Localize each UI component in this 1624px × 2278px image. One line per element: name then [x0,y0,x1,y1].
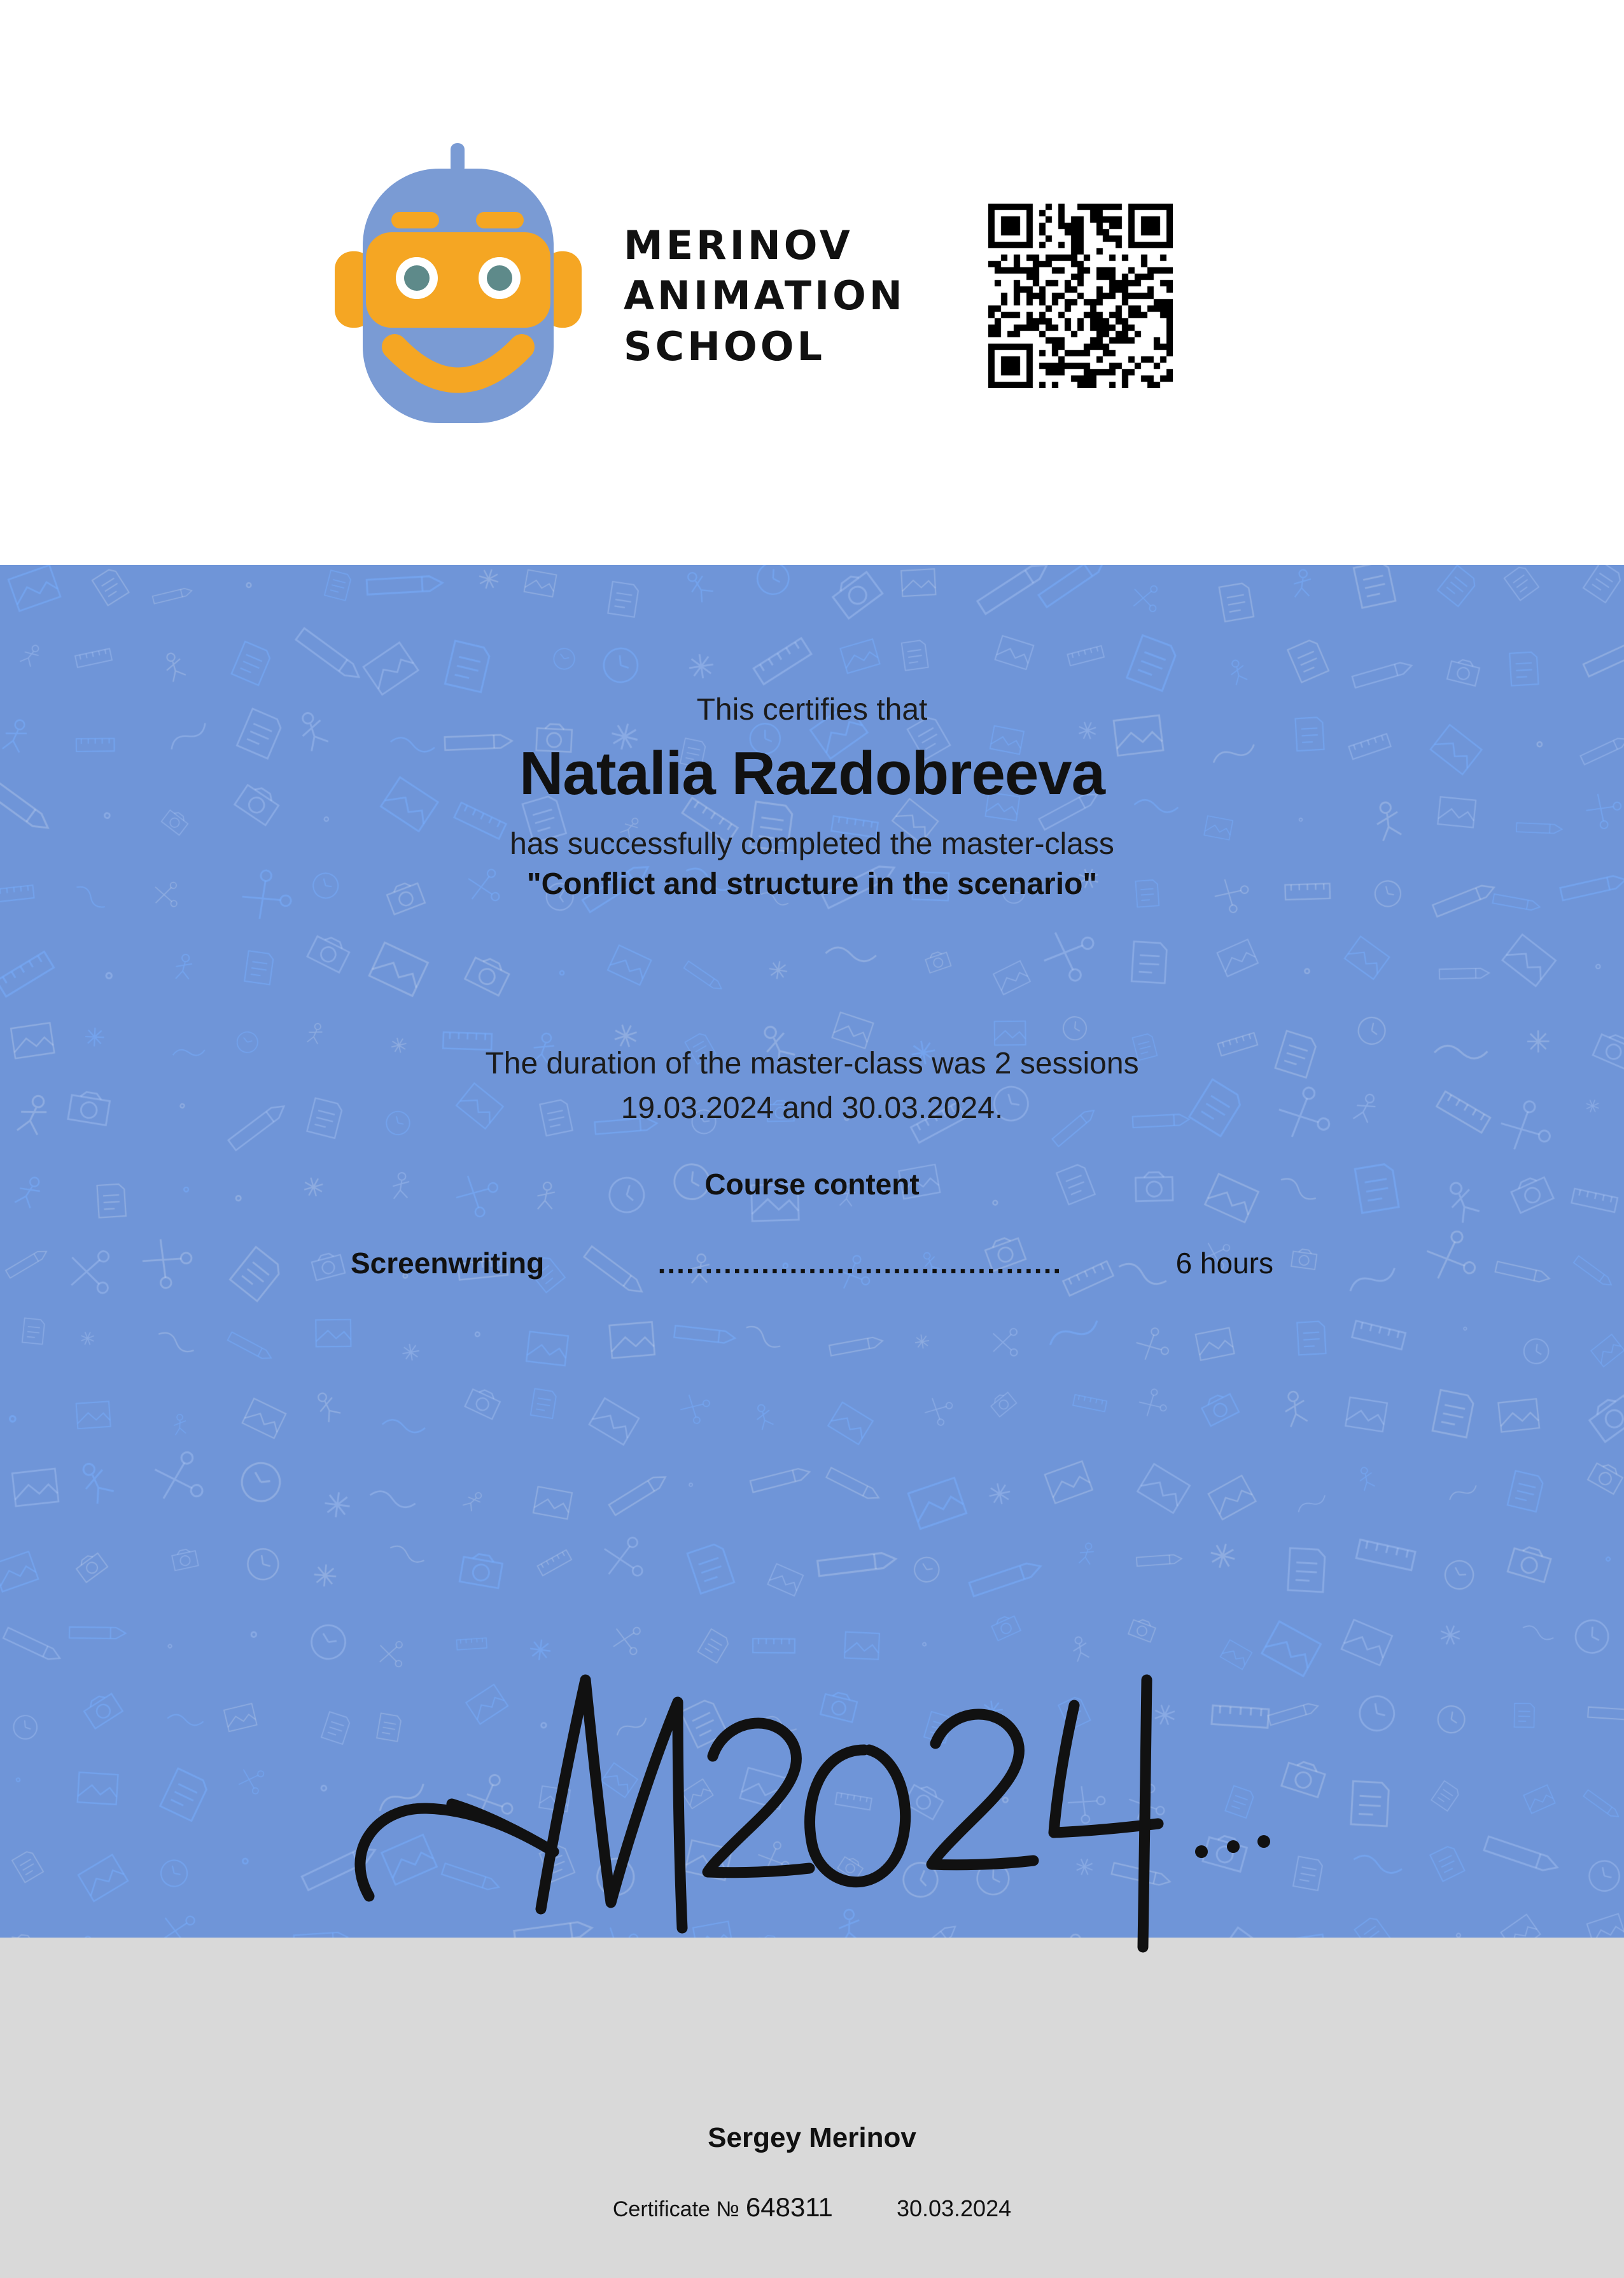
school-name-line-2: ANIMATION [624,272,906,319]
certificate-footer [0,1938,1624,2278]
certifies-text: This certifies that [696,693,928,727]
completion-text: has successfully completed the master-class [510,827,1114,861]
school-name-line-3: SCHOOL [624,323,825,370]
qr-code-icon[interactable] [988,204,1173,388]
recipient-name: Natalia Razdobreeva [519,739,1105,807]
course-hours: 6 hours [1175,1247,1273,1280]
school-name-line-1: MERINOV [624,221,853,269]
certificate-number-value: 648311 [745,2192,833,2222]
certificate-header [0,0,1624,565]
school-name [624,220,906,372]
certificate-meta [0,2192,1624,2223]
course-subject: Screenwriting [351,1247,545,1280]
certificate-number-label: Certificate № [612,2197,739,2221]
course-content-heading: Course content [704,1168,920,1201]
duration-line-2: 19.03.2024 and 30.03.2024. [620,1091,1004,1125]
signer-name: Sergey Merinov [708,2122,916,2153]
course-content-row [351,1246,1273,1280]
certificate-text-block [0,565,1624,1280]
course-content-list [0,1246,1624,1280]
robot-mascot-icon [331,137,585,455]
header-content [331,137,1173,455]
certificate-date: 30.03.2024 [896,2195,1012,2221]
duration-block [0,1042,1624,1130]
certificate-body [0,565,1624,1938]
dot-leader: ........................................... [657,1247,1063,1280]
course-title: "Conflict and structure in the scenario" [526,867,1098,901]
duration-line-1: The duration of the master-class was 2 sessions [485,1047,1139,1080]
